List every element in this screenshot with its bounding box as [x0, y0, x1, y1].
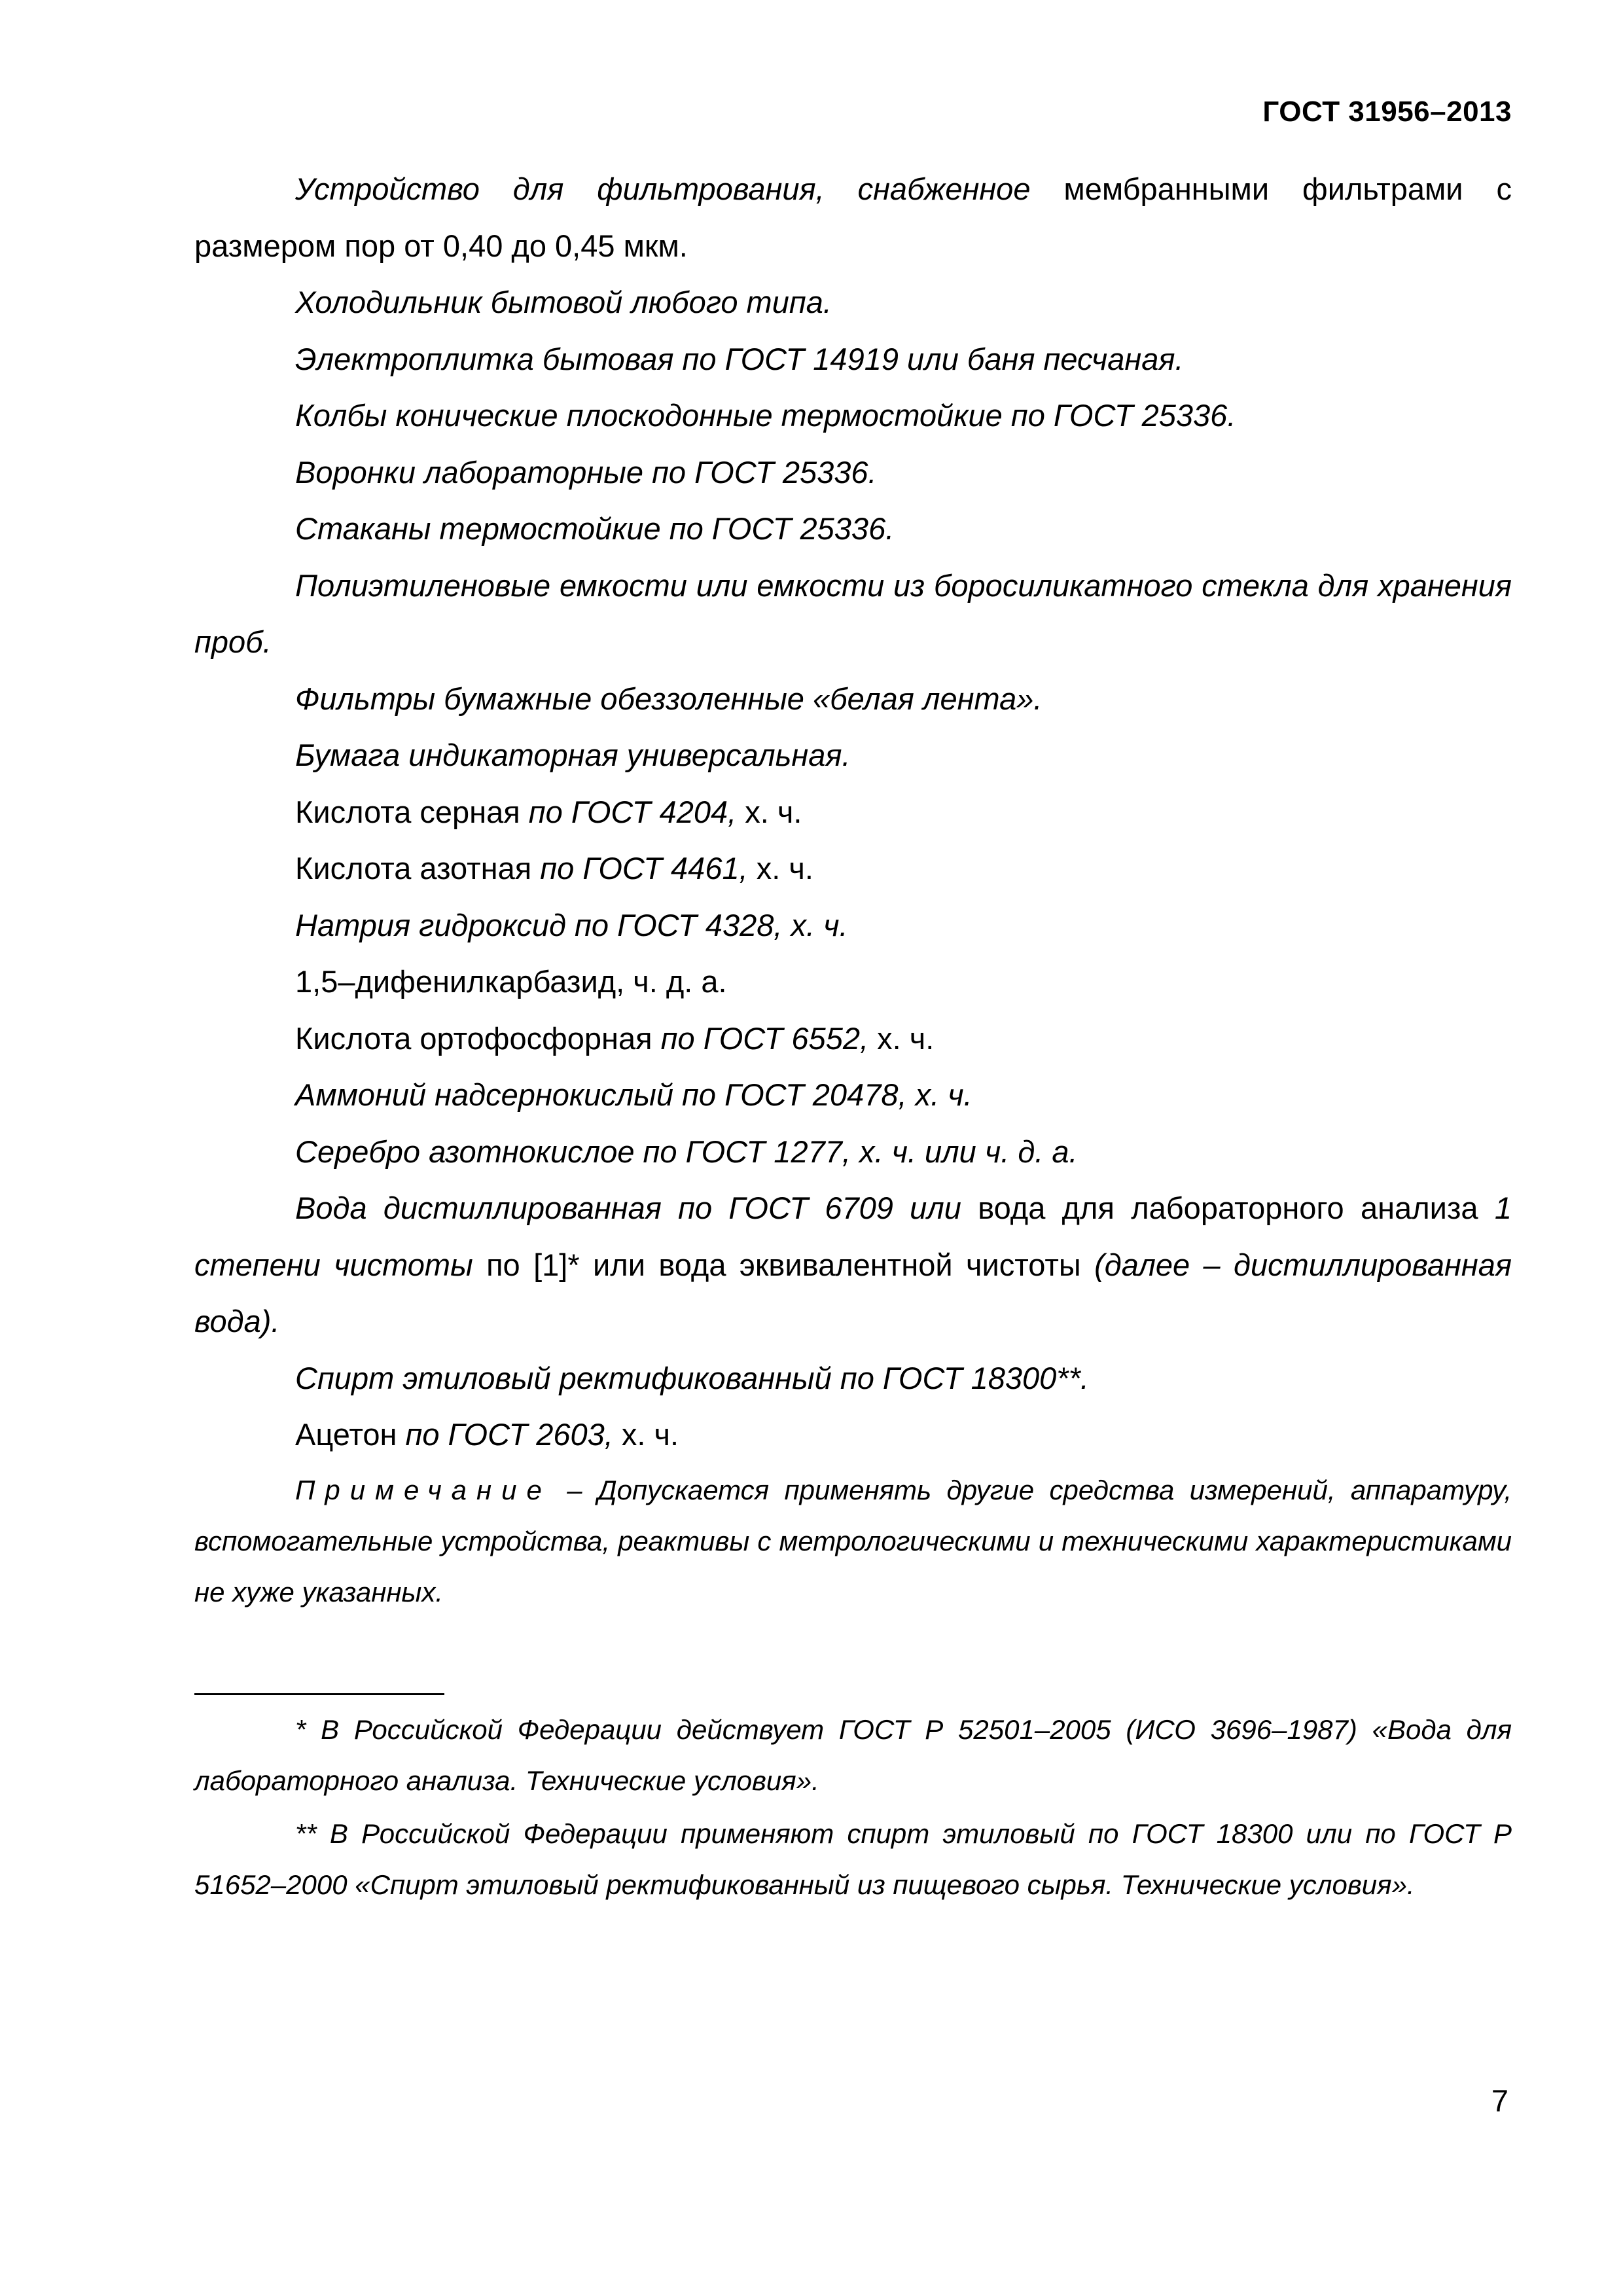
footnote-2: ** В Российской Федерации применяют спирт этиловый по ГОСТ 18300 или по ГОСТ Р 51652–2000 «Спирт этиловый ректификованный из пищевого сырья. Технические условия».: [194, 1818, 1512, 1900]
note-text: – Допускается применять другие средства измерений, аппаратуру, вспомогательные устройства, реактивы с метрологическими и техническими характеристиками не хуже указанных.: [194, 1474, 1512, 1607]
paragraph-electric-stove: Электроплитка бытовая по ГОСТ 14919 или баня песчаная.: [295, 341, 1184, 376]
paragraph-paper-filters: Фильтры бумажные обеззоленные «белая лента».: [295, 681, 1043, 716]
text-regular: Кислота азотная: [295, 851, 532, 886]
text-regular: Кислота ортофосфорная: [295, 1020, 652, 1056]
paragraph-sodium-hydroxide: Натрия гидроксид по ГОСТ 4328, х. ч.: [295, 907, 848, 942]
text-regular: вода для лабораторного анализа: [961, 1191, 1478, 1225]
text-italic: (далее – дистиллированная вода).: [194, 1247, 1512, 1338]
footnotes: [194, 1704, 1512, 1910]
paragraph-acetone: [194, 1407, 1512, 1463]
paragraph-ethyl-alcohol: Спирт этиловый ректификованный по ГОСТ 18300**.: [295, 1360, 1089, 1395]
text-regular: по [1]* или вода эквивалентной чистоты: [473, 1247, 1081, 1282]
text-italic: по ГОСТ 4204,: [520, 794, 737, 829]
note-paragraph: [194, 1465, 1512, 1618]
text-italic: по ГОСТ 2603,: [397, 1417, 613, 1452]
paragraph-sulfuric-acid: [194, 784, 1512, 841]
text-regular: мембранными фильтрами с размером пор от 0,40 до 0,45 мкм.: [194, 171, 1512, 263]
paragraph-silver-nitrate: Серебро азотнокислое по ГОСТ 1277, х. ч. или ч. д. а.: [295, 1134, 1078, 1169]
paragraph-refrigerator: Холодильник бытовой любого типа.: [295, 285, 832, 319]
footnote-separator: [194, 1693, 444, 1695]
paragraph-beakers: Стаканы термостойкие по ГОСТ 25336.: [295, 511, 895, 546]
text-italic: по ГОСТ 6552,: [652, 1020, 869, 1056]
paragraph-distilled-water: [194, 1180, 1512, 1350]
paragraph-nitric-acid: [194, 840, 1512, 897]
paragraph-filtration-device: [194, 161, 1512, 274]
footnote-1: * В Российской Федерации действует ГОСТ Р 52501–2005 (ИСО 3696–1987) «Вода для лабораторного анализа. Технические условия».: [194, 1714, 1512, 1796]
paragraph-conical-flasks: Колбы конические плоскодонные термостойкие по ГОСТ 25336.: [295, 398, 1236, 433]
page-number: 7: [1491, 2083, 1508, 2118]
paragraph-lab-funnels: Воронки лабораторные по ГОСТ 25336.: [295, 454, 877, 490]
document-code-header: ГОСТ 31956–2013: [1262, 96, 1512, 128]
text-regular: Ацетон: [295, 1417, 397, 1452]
text-regular: х. ч.: [747, 851, 813, 886]
text-regular: х. ч.: [613, 1417, 679, 1452]
text-regular: х. ч.: [868, 1020, 935, 1056]
paragraph-ammonium-persulfate: Аммоний надсернокислый по ГОСТ 20478, х. ч.: [295, 1077, 972, 1112]
text-italic: Устройство для фильтрования, снабженное: [295, 171, 1031, 206]
paragraph-sample-containers: Полиэтиленовые емкости или емкости из боросиликатного стекла для хранения проб.: [194, 567, 1512, 659]
text-italic: Вода дистиллированная по ГОСТ 6709 или: [295, 1191, 961, 1225]
paragraph-indicator-paper: Бумага индикаторная универсальная.: [295, 738, 851, 772]
text-regular: х. ч.: [736, 794, 802, 829]
text-italic: по ГОСТ 4461,: [531, 851, 748, 886]
paragraph-diphenylcarbazide: 1,5–дифенилкарбазид, ч. д. а.: [295, 964, 727, 999]
note-label: Примечание: [295, 1474, 552, 1505]
document-body: [194, 161, 1512, 1618]
text-italic: 1 степени чистоты: [194, 1191, 1512, 1282]
text-regular: Кислота серная: [295, 794, 520, 829]
paragraph-phosphoric-acid: [194, 1011, 1512, 1067]
